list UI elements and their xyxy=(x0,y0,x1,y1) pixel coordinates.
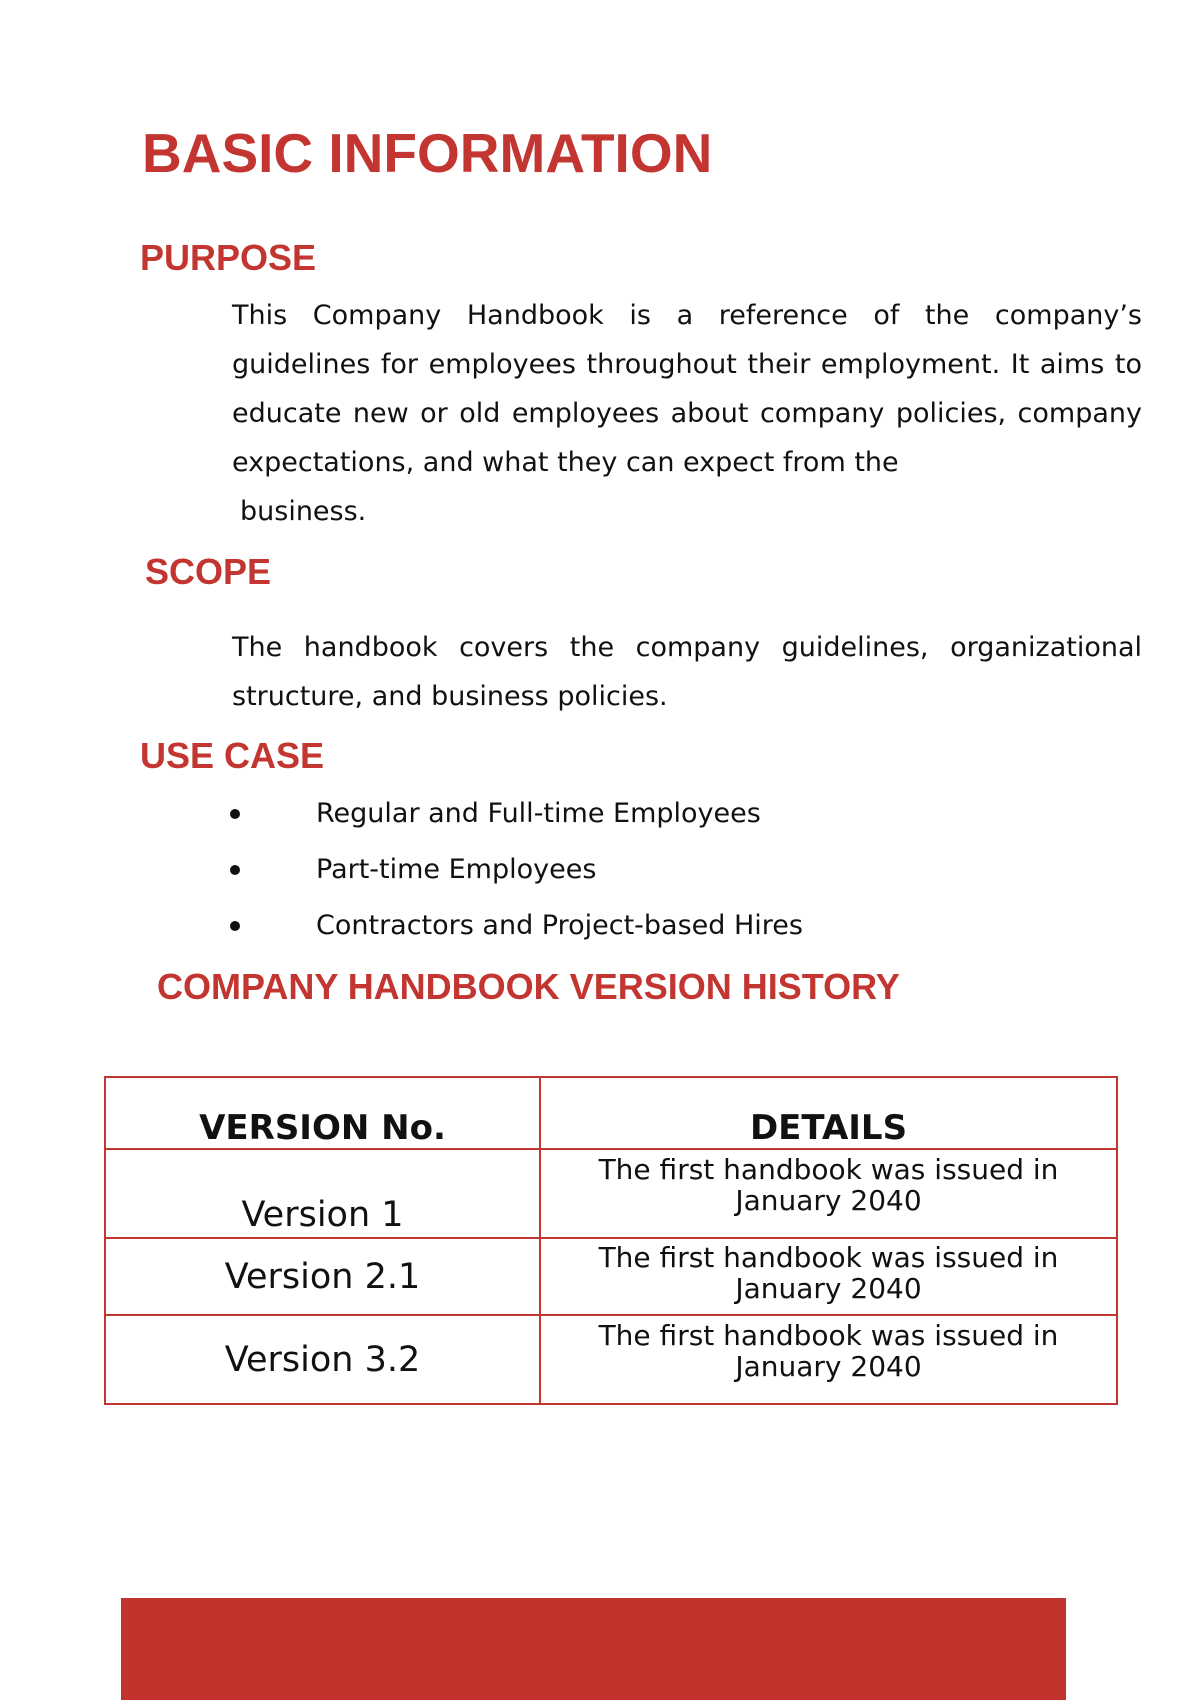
list-item xyxy=(230,786,803,842)
purpose-text: This Company Handbook is a reference of the company’s guidelines for employees throughout their employment. It aims to educate new or old employees about company policies, company expectations, and what they can expect from the xyxy=(232,300,1142,478)
details-line: The first handbook was issued in xyxy=(598,1319,1059,1352)
scope-paragraph: The handbook covers the company guidelines, organizational structure, and business policies. xyxy=(232,632,1142,712)
use-case-list xyxy=(230,786,803,954)
table-row xyxy=(105,1315,1117,1404)
details-line: The first handbook was issued in xyxy=(598,1153,1059,1186)
version-cell: Version 3.2 xyxy=(105,1315,540,1404)
details-cell xyxy=(540,1238,1117,1315)
bullet-icon xyxy=(230,865,240,875)
list-item-text: Part-time Employees xyxy=(316,854,597,885)
details-line: January 2040 xyxy=(735,1184,922,1217)
table-row xyxy=(105,1149,1117,1238)
purpose-heading: PURPOSE xyxy=(140,237,317,278)
version-history-table xyxy=(104,1076,1118,1405)
list-item-text: Contractors and Project-based Hires xyxy=(316,910,803,941)
scope-heading: SCOPE xyxy=(145,551,272,592)
details-cell xyxy=(540,1149,1117,1238)
purpose-paragraph xyxy=(232,291,1142,536)
table-header-row xyxy=(105,1077,1117,1149)
version-cell: Version 2.1 xyxy=(105,1238,540,1315)
bullet-icon xyxy=(230,921,240,931)
footer-bar xyxy=(121,1598,1066,1700)
details-cell xyxy=(540,1315,1117,1404)
details-line: January 2040 xyxy=(735,1272,922,1305)
version-history-heading: COMPANY HANDBOOK VERSION HISTORY xyxy=(157,966,900,1007)
list-item-text: Regular and Full-time Employees xyxy=(316,798,761,829)
bullet-icon xyxy=(230,809,240,819)
table-row xyxy=(105,1238,1117,1315)
version-cell: Version 1 xyxy=(105,1149,540,1238)
purpose-text-last: business. xyxy=(240,496,367,527)
column-header-version: VERSION No. xyxy=(105,1077,540,1149)
list-item xyxy=(230,842,803,898)
details-line: The first handbook was issued in xyxy=(598,1241,1059,1274)
column-header-details: DETAILS xyxy=(540,1077,1117,1149)
use-case-heading: USE CASE xyxy=(140,735,325,776)
page-title: BASIC INFORMATION xyxy=(142,122,713,184)
details-line: January 2040 xyxy=(735,1350,922,1383)
list-item xyxy=(230,898,803,954)
